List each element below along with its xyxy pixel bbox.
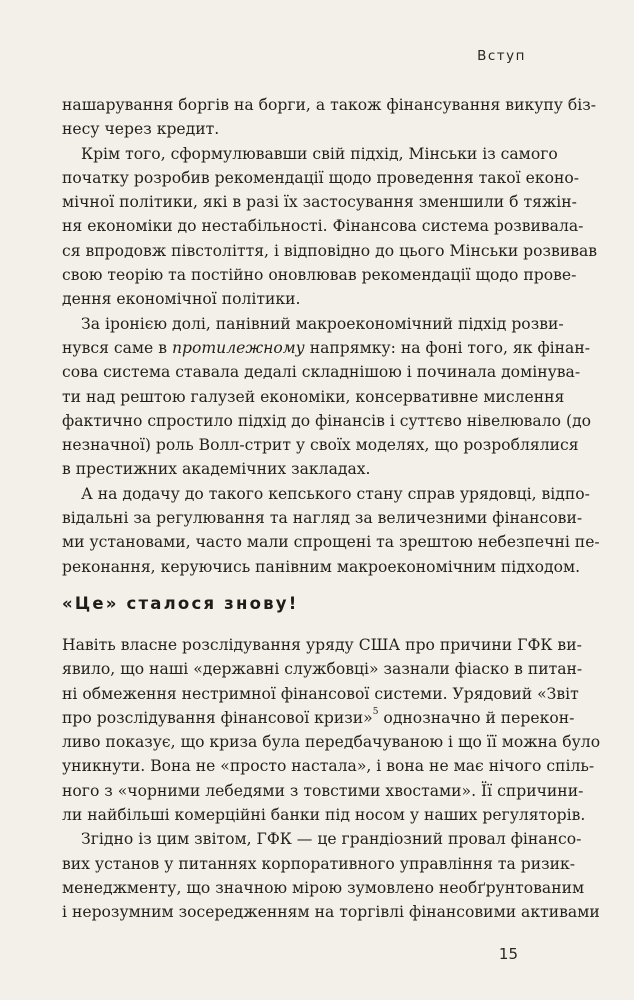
text-line: Навіть власне розслідування уряду США про причини ГФК ви- [62, 636, 582, 654]
text-line: незначної) роль Волл-стрит у своїх моделях, що розроблялися [62, 436, 579, 455]
text-line: ли найбільші комерційні банки під носом у наших регуляторів. [62, 806, 586, 825]
body-text-section [62, 633, 601, 925]
text-line: ливо показує, що криза була передбачуваною і що її можна було [62, 733, 601, 752]
text-line: мічної політики, які в разі їх застосування зменшили б тяжін- [62, 193, 577, 212]
text-line: і нерозумним зосередженням на торгівлі фінансовими активами [62, 903, 600, 922]
text-line: свою теорію та постійно оновлював рекомендації щодо прове- [62, 266, 577, 285]
body-text-intro [62, 93, 600, 579]
text-line: відальні за регулювання та нагляд за величезними фінансови- [62, 509, 583, 528]
text-segment: нувся саме в [62, 338, 172, 357]
text-line: ні обмеження нестримної фінансової системи. Урядовий «Звіт [62, 684, 579, 703]
text-line: Згідно із цим звітом, ГФК — це грандіозний провал фінансо- [81, 830, 582, 849]
text-line: реконання, керуючись панівним макроекономічним підходом. [62, 557, 581, 576]
text-line: уникнути. Вона не «просто настала», і вона не має нічого спіль- [62, 757, 595, 776]
text-line: ти над рештою галузей економіки, консервативне мислення [62, 387, 565, 406]
text-line: несу через кредит. [62, 120, 220, 139]
text-line: Крім того, сформулювавши свій підхід, Мінськи із самого [81, 144, 558, 163]
text-line: ся впродовж півстоліття, і відповідно до цього Мінськи розвивав [62, 241, 598, 260]
text-line [62, 706, 575, 730]
text-line [62, 336, 591, 360]
text-line: ня економіки до нестабільності. Фінансова система розвивала- [62, 217, 584, 236]
text-line: дення економічної політики. [62, 290, 301, 309]
text-line [62, 312, 564, 336]
text-line: явило, що наші «державні службовці» зазнали фіаско в питан- [62, 660, 583, 679]
section-heading: «Це» сталося знову! [62, 594, 299, 613]
text-line: ми установами, часто мали спрощені та зрештою небезпечні пе- [62, 533, 600, 552]
text-line: фактично спростило підхід до фінансів і суттєво нівелювало (до [62, 411, 592, 430]
text-segment: про розслідування фінансової кризи» [62, 708, 373, 727]
text-line: початку розробив рекомендації щодо проведення такої еконо- [62, 168, 580, 187]
text-line: вих установ у питаннях корпоративного управління та ризик- [62, 854, 576, 873]
text-segment: однозначно й перекон- [378, 708, 575, 727]
text-line: менеджменту, що значною мірою зумовлено необґрунтованим [62, 878, 585, 897]
page-number: 15 [498, 945, 518, 963]
text-segment: напрямку: на фоні того, як фінан- [304, 338, 591, 357]
emphasis-text: протилежному [171, 338, 305, 357]
text-line: в престижних академічних закладах. [62, 460, 371, 479]
running-head: Вступ [477, 48, 526, 64]
text-line: ного з «чорними лебедями з товстими хвостами». Її спричини- [62, 781, 584, 800]
text-line: А на додачу до такого кепського стану справ урядовці, відпо- [81, 484, 590, 503]
text-segment: За іронією долі, панівний макроекономічний підхід розви- [81, 314, 564, 333]
text-line: сова система ставала дедалі складнішою і починала домінува- [62, 363, 581, 382]
text-line: нашарування боргів на борги, а також фінансування викупу біз- [62, 96, 597, 114]
footnote-marker[interactable]: 5 [372, 706, 379, 717]
